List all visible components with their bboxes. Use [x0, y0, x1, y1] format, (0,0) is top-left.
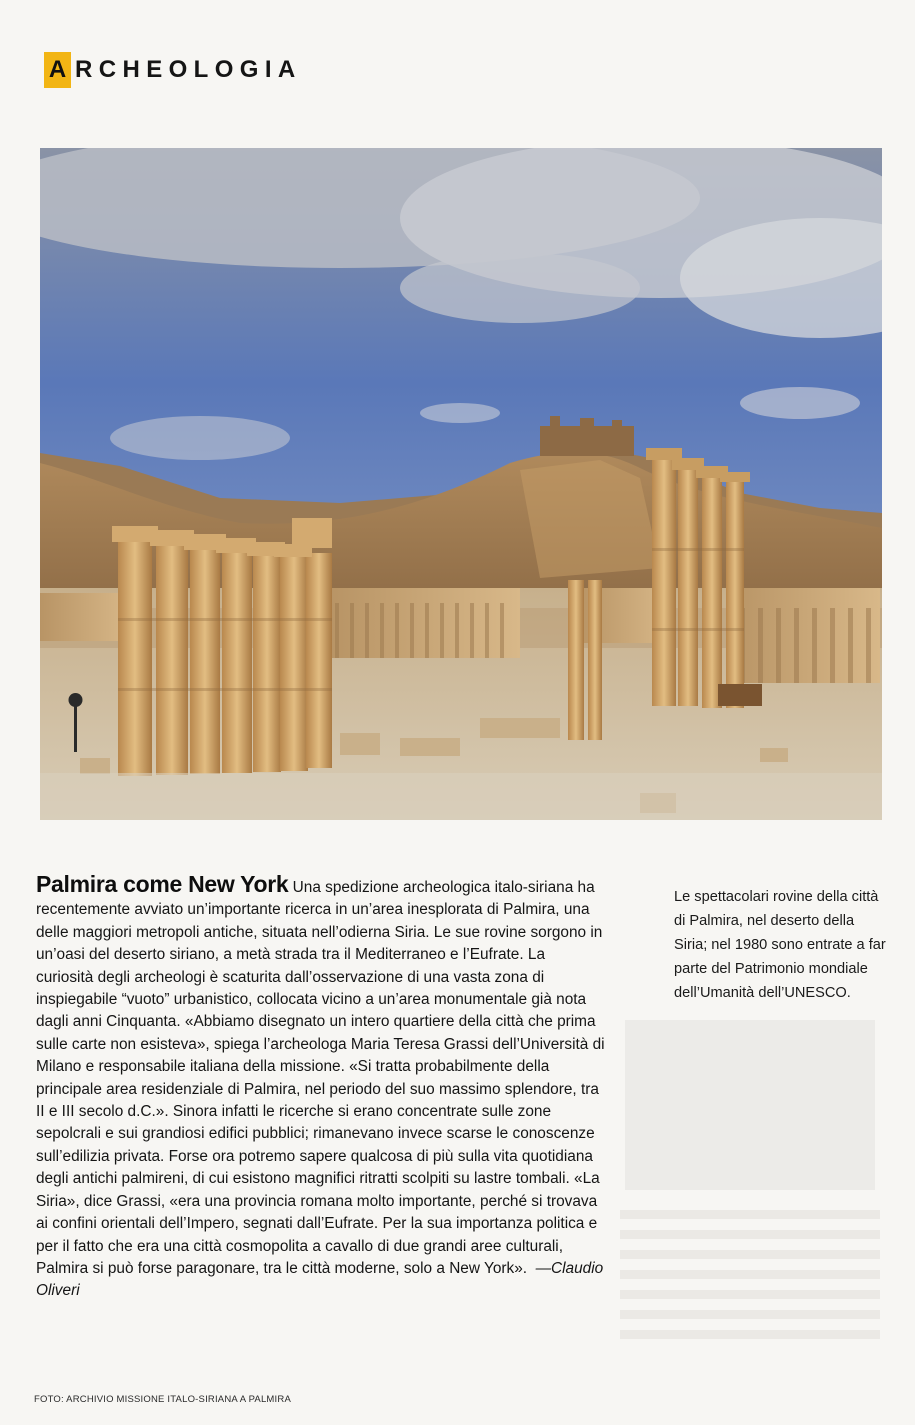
photo-credit: FOTO: ARCHIVIO MISSIONE ITALO-SIRIANA A PALMIRA [34, 1394, 291, 1405]
palmyra-ruins-illustration [40, 148, 882, 820]
article-headline: Palmira come New York [36, 871, 289, 897]
palmyra-photo [40, 148, 882, 820]
article-byline: —Claudio Oliveri [36, 1259, 604, 1300]
section-tag-initial: A [44, 52, 71, 88]
section-tag [44, 52, 302, 88]
bleed-through-box [625, 1020, 875, 1190]
bleed-through-lines [620, 1210, 880, 1350]
bleed-through [680, 58, 709, 97]
section-tag-label: RCHEOLOGIA [75, 56, 302, 83]
article [36, 873, 606, 1303]
article-body: Una spedizione archeologica italo-siriana ha recentemente avviato un’importante ricerca in un’area inesplorata di Palmira, una delle maggiori metropoli antiche, situata nell’odierna Siria. Le sue rovine sorgono in un’oasi del deserto siriano, a metà strada tra il Mediterraneo e l’Eufrate. La curiosità degli archeologi è scaturita dall’osservazione di una vasta zona di inspiegabile “vuoto” urbanistico, collocata vicino a un’area monumentale già nota dagli anni Cinquanta. «Abbiamo disegnato un intero quartiere della città che prima sulle carte non esisteva», spiega l’archeologa Maria Teresa Grassi dell’Università di Milano e responsabile italiana della missione. «Si tratta probabilmente della principale area residenziale di Palmira, nel periodo del suo massimo splendore, tra II e III secolo d.C.». Sinora infatti le ricerche si erano concentrate sulle zone sepolcrali e sui grandiosi edifici pubblici; rimanevano invece scarse le conoscenze sull’edilizia privata. Forse ora potremo sapere qualcosa di più sulla vita quotidiana degli antichi palmireni, di cui esistono magnifici ritratti scolpiti su lastre tombali. «La Siria», dice Grassi, «era una provincia romana molto importante, perché si trovava ai confini orientali dell’Impero, segnati dall’Eufrate. Per la sua importanza politica e per il fatto che era una città cosmopolita a cavallo di due grandi aree culturali, Palmira si può forse paragonare, tra le città moderne, solo a New York». [36, 879, 605, 1277]
photo-caption: Le spettacolari rovine della città di Palmira, nel deserto della Siria; nel 1980 sono entrate a far parte del Patrimonio mondiale dell’Umanità dell’UNESCO. [674, 889, 886, 1001]
